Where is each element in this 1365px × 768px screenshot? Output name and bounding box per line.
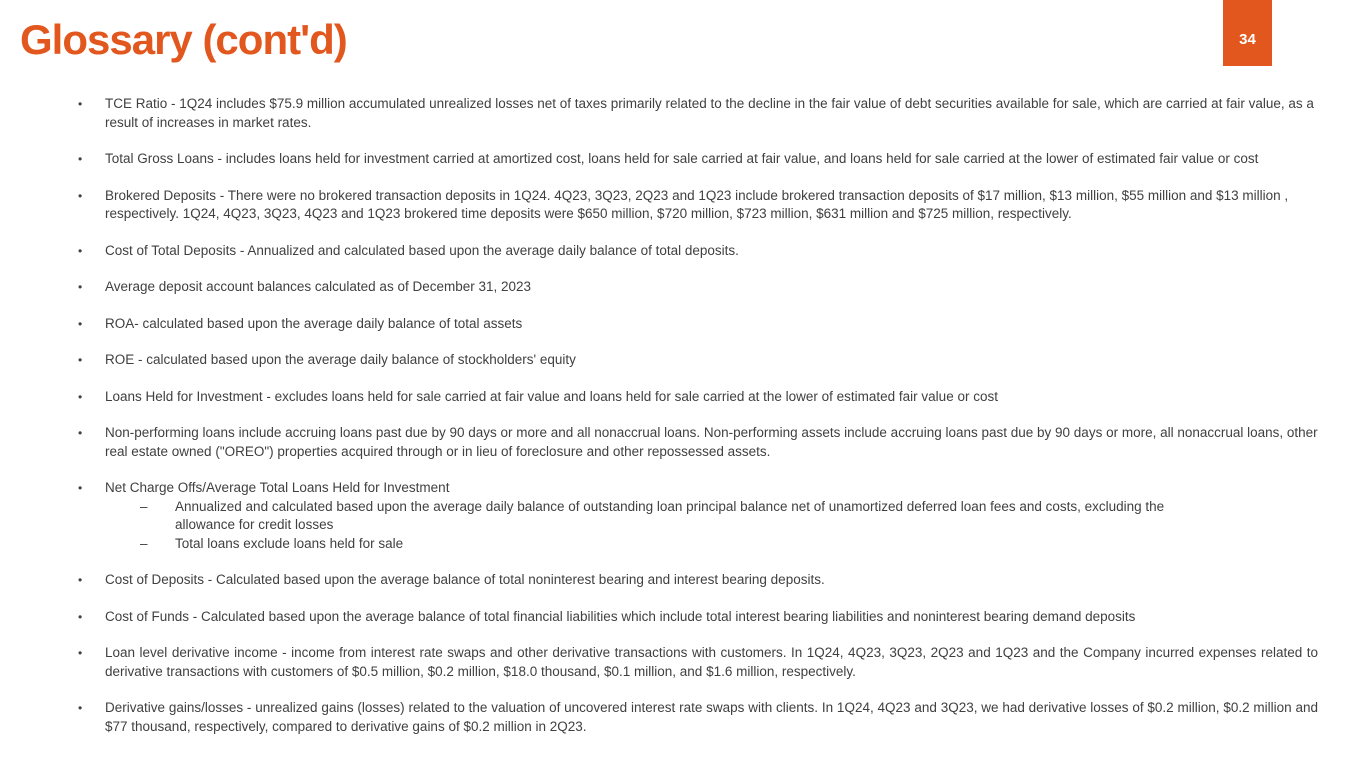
glossary-item-roa: [78, 315, 1318, 334]
bullet-icon: •: [78, 97, 83, 111]
glossary-sub-item-text: Annualized and calculated based upon the average daily balance of outstanding loan principal balance net of unamortized deferred loan fees and costs, excluding the allowance for credit losses: [175, 498, 1165, 532]
page-number-badge: [1223, 0, 1272, 66]
glossary-item-text: Cost of Funds - Calculated based upon the average balance of total financial liabilities which include total interest bearing liabilities and noninterest bearing demand deposits: [105, 608, 1136, 624]
glossary-item-text: Loans Held for Investment - excludes loans held for sale carried at fair value and loans held for sale carried at the lower of estimated fair value or cost: [105, 388, 998, 404]
glossary-item-net-charge-offs: [78, 479, 1318, 553]
bullet-icon: •: [78, 701, 83, 715]
glossary-item-text: Cost of Total Deposits - Annualized and calculated based upon the average daily balance of total deposits.: [105, 242, 739, 258]
glossary-item-text: Loan level derivative income - income from interest rate swaps and other derivative transactions with customers. In 1Q24, 4Q23, 3Q23, 2Q23 and 1Q23 and the Company incurred expenses related to derivative transactions with customers of $0.5 million, $0.2 million, $18.0 thousand, $0.1 million, and $1.6 million, respectively.: [105, 645, 1318, 679]
glossary-sub-item: [140, 498, 1318, 535]
bullet-icon: •: [78, 188, 83, 203]
bullet-icon: •: [78, 609, 83, 624]
glossary-sub-item: [140, 535, 1318, 554]
bullet-icon: •: [78, 389, 83, 404]
glossary-item-text: Derivative gains/losses - unrealized gains (losses) related to the valuation of uncovered interest rate swaps with clients. In 1Q24, 4Q23 and 3Q23, we had derivative losses of $0.2 million, $0.2 million and $77 thousand, respectively, compared to derivative gains of $0.2 million in 2Q23.: [105, 700, 1318, 734]
glossary-item-tce-ratio: [78, 95, 1318, 132]
glossary-item-roe: [78, 351, 1318, 370]
bullet-icon: •: [78, 573, 83, 587]
glossary-item-loan-level-derivative-income: [78, 644, 1318, 681]
bullet-icon: •: [78, 426, 83, 440]
glossary-item-text: ROA- calculated based upon the average daily balance of total assets: [105, 315, 523, 331]
glossary-item-loans-held-for-investment: [78, 388, 1318, 407]
glossary-item-text: Total Gross Loans - includes loans held for investment carried at amortized cost, loans held for sale carried at fair value, and loans held for sale carried at the lower of estimated fair value or cost: [105, 151, 1259, 166]
bullet-icon: •: [78, 353, 83, 367]
glossary-item-cost-of-funds: [78, 608, 1318, 627]
glossary-item-brokered-deposits: [78, 187, 1318, 224]
glossary-item-total-gross-loans: [78, 150, 1318, 169]
glossary-item-text: Average deposit account balances calculated as of December 31, 2023: [105, 279, 532, 294]
bullet-icon: •: [78, 646, 83, 660]
dash-icon: –: [140, 535, 148, 551]
glossary-item-derivative-gains-losses: [78, 699, 1318, 736]
glossary-item-non-performing-loans: [78, 424, 1318, 461]
bullet-icon: •: [78, 481, 83, 495]
bullet-icon: •: [78, 280, 83, 294]
glossary-item-cost-of-deposits: [78, 571, 1318, 590]
page-number: 34: [1239, 30, 1256, 48]
bullet-icon: •: [78, 316, 83, 331]
glossary-item-average-deposit-balances: [78, 278, 1318, 297]
glossary-list: [78, 95, 1318, 754]
glossary-item-cost-of-total-deposits: [78, 242, 1318, 261]
bullet-icon: •: [78, 243, 83, 258]
glossary-item-text: TCE Ratio - 1Q24 includes $75.9 million accumulated unrealized losses net of taxes primarily related to the decline in the fair value of debt securities available for sale, which are carried at fair value, as a result of increases in market rates.: [105, 96, 1314, 130]
glossary-item-text: Cost of Deposits - Calculated based upon the average balance of total noninterest bearing and interest bearing deposits.: [105, 572, 825, 587]
glossary-sub-item-text: Total loans exclude loans held for sale: [175, 535, 404, 551]
glossary-item-text: Brokered Deposits - There were no brokered transaction deposits in 1Q24. 4Q23, 3Q23, 2Q23 and 1Q23 include brokered transaction deposits of $17 million, $13 million, $55 million and $13 million , respectively. 1Q24, 4Q23, 3Q23, 4Q23 and 1Q23 brokered time deposits were $650 million, $720 million, $723 million, $631 million and $725 million, respectively.: [105, 187, 1289, 221]
glossary-item-text: Net Charge Offs/Average Total Loans Held for Investment: [105, 480, 450, 495]
dash-icon: –: [140, 498, 148, 514]
glossary-item-text: Non-performing loans include accruing loans past due by 90 days or more and all nonaccrual loans. Non-performing assets include accruing loans past due by 90 days or more, all nonaccrual loans, other real estate owned ("OREO") properties acquired through or in lieu of foreclosure and other repossessed assets.: [105, 425, 1318, 459]
glossary-sub-list: [105, 498, 1318, 554]
bullet-icon: •: [78, 152, 83, 166]
page-title: Glossary (cont'd): [20, 16, 347, 63]
glossary-item-text: ROE - calculated based upon the average daily balance of stockholders' equity: [105, 352, 576, 367]
